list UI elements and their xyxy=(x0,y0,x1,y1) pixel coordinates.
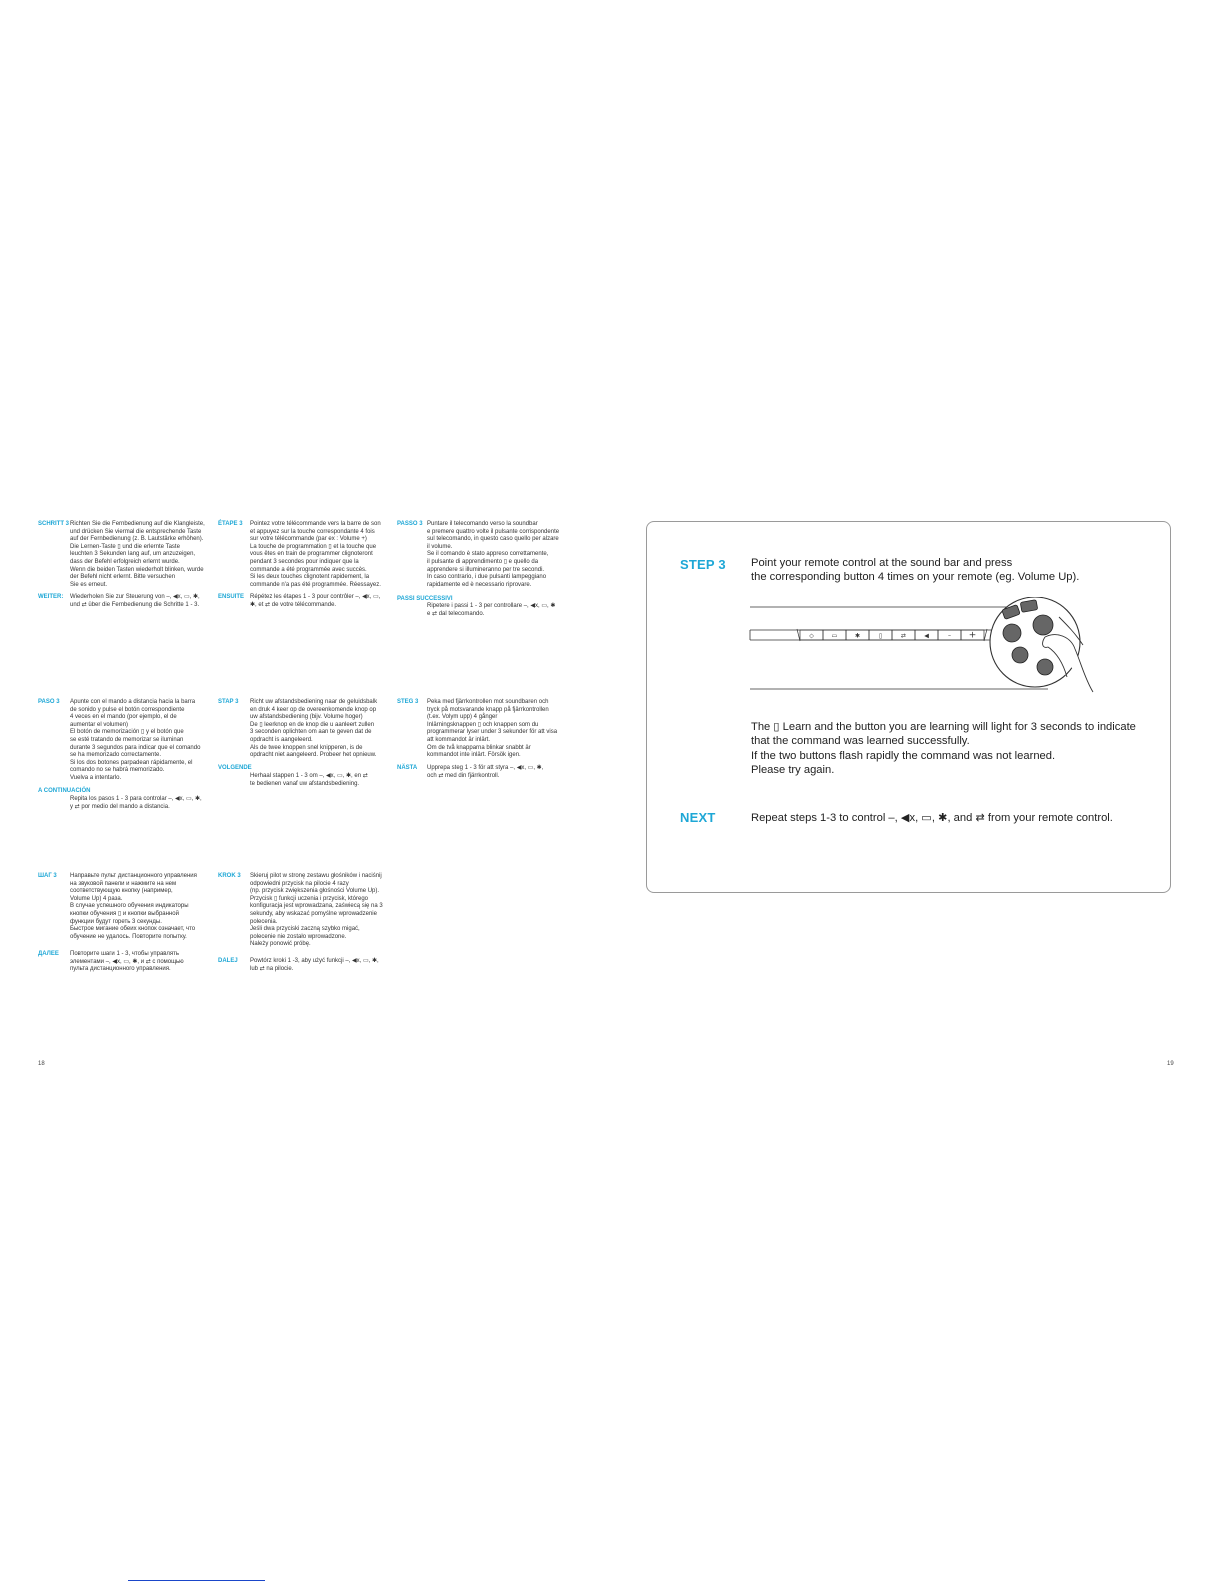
soundbar-btn-5: ◀ xyxy=(924,632,929,640)
fr-next-block xyxy=(218,594,398,609)
pl-step-label: KROK 3 xyxy=(218,873,241,879)
de-step-label: SCHRITT 3 xyxy=(38,521,70,527)
it-step-text: Puntare il telecomando verso la soundbar e premere quattro volte il pulsante corrispondente sul telecomando, in questo caso quello per alzare il volume. Se il comando è stato appreso correttamente, il pulsante di apprendimento ▯ e quello da apprendere si illumineranno per tre secondi. In caso contrario, i due pulsanti lampeggiano rapidamente ed è necessario riprovare. xyxy=(427,521,560,588)
sv-next-label: NÄSTA xyxy=(397,765,418,771)
sv-step-text: Peka med fjärrkontrollen mot soundbaren och tryck på motsvarande knapp på fjärrkontrollen (t.ex. Volym upp) 4 gånger Inlärningsknappen ▯ och knappen som du programmerar lyser under 3 sekunder för att visa att kommandot är inlärt. Om de två knapparna blinkar snabbt är kommandot inte inlärt. Försök igen. xyxy=(427,699,558,759)
ru-step-block xyxy=(38,873,218,941)
learn-text: The ▯ Learn and the button you are learning will light for 3 seconds to indicate that the command was learned successfully. If the two buttons flash rapidly the command was not learned. Please try again. xyxy=(751,721,1136,777)
sv-step-block xyxy=(397,699,577,760)
de-step-text: Richten Sie die Fernbedienung auf die Klangleiste, und drücken Sie viermal die entsprechende Taste auf der Fernbedienung (z. B. Lautstärke erhöhen). Die Lernen-Taste ▯ und die erlernte Taste leuchten 3 Sekunden lang auf, um anzuzeigen, dass der Befehl erfolgreich erlernt wurde. Wenn die beiden Tasten wiederholt blinken, wurde der Befehl nicht erlernt. Bitte versuchen Sie es erneut. xyxy=(70,521,205,588)
es-step-text: Apunte con el mando a distancia hacia la barra de sonido y pulse el botón correspondiente 4 veces en el mando (por ejemplo, el de aumentar el volumen) El botón de memorización ▯ y el botón que se esté tratando de memorizar se iluminan durante 3 segundos para indicar que el comando se ha memorizado correctamente. Si los dos botones parpadean rápidamente, el comando no se habrá memorizado. Vuelva a intentarlo. xyxy=(70,699,201,781)
fr-step-text: Pointez votre télécommande vers la barre de son et appuyez sur la touche correspondante 4 fois sur votre télécommande (par ex : Volume +) La touche de programmation ▯ et la touche que vous êtes en train de programmer clignoteront pendant 3 secondes pour indiquer que la commande a été programmée avec succès. Si les deux touches clignotent rapidement, la commande n'a pas été programmée. Réessayez. xyxy=(250,521,381,588)
es-next-block xyxy=(70,796,220,811)
step-text: Point your remote control at the sound bar and press the corresponding button 4 times on your remote (eg. Volume Up). xyxy=(751,557,1080,584)
es-step-block xyxy=(38,699,218,783)
page-number-left: 18 xyxy=(38,1061,45,1067)
de-next-label: WEITER: xyxy=(38,594,64,600)
page-number-right: 19 xyxy=(1167,1061,1174,1067)
next-text: Repeat steps 1-3 to control –, ◀x, ▭, ✱, and ⇄ from your remote control. xyxy=(751,812,1113,824)
nl-step-block xyxy=(218,699,398,760)
soundbar-btn-7: + xyxy=(968,630,977,641)
de-step-block xyxy=(38,521,218,589)
it-step-block xyxy=(397,521,577,589)
ru-next-label: ДАЛЕЕ xyxy=(38,951,59,957)
ru-next-text: Повторите шаги 1 - 3, чтобы управлять элементами –, ◀x, ▭, ✱, и ⇄ с помощью пульта дистанционного управления. xyxy=(70,951,184,973)
it-next-label: PASSI SUCCESSIVI xyxy=(397,596,453,602)
es-next-label: A CONTINUACIÓN xyxy=(38,788,91,794)
nl-step-text: Richt uw afstandsbediening naar de geluidsbalk en druk 4 keer op de overeenkomende knop op uw afstandsbediening (bijv. Volume hoger) De ▯ leerknop en de knop die u aanleert zullen 3 seconden oplichten om aan te geven dat de opdracht is aangeleerd. Als de twee knoppen snel knipperen, is de opdracht niet aangeleerd. Probeer het opnieuw. xyxy=(250,699,378,759)
next-label: NEXT xyxy=(680,810,716,825)
sv-next-text: Upprepa steg 1 - 3 för att styra –, ◀x, ▭, ✱, och ⇄ med din fjärrkontroll. xyxy=(427,765,544,779)
nl-step-label: STAP 3 xyxy=(218,699,239,705)
nl-next-text: Herhaal stappen 1 - 3 om –, ◀x, ▭, ✱, en ⇄ te bedienen vanaf uw afstandsbediening. xyxy=(250,773,368,787)
de-next-text: Wiederholen Sie zur Steuerung von –, ◀x, ▭, ✱, und ⇄ über die Fernbedienung die Schritte 1 - 3. xyxy=(70,594,200,608)
fr-step-block xyxy=(218,521,398,589)
sv-next-block xyxy=(397,765,577,780)
it-step-label: PASSO 3 xyxy=(397,521,423,527)
soundbar-btn-0: ◇ xyxy=(809,632,814,640)
pl-step-block xyxy=(218,873,398,949)
es-next-text: Repita los pasos 1 - 3 para controlar –, ◀x, ▭, ✱, y ⇄ por medio del mando a distancia. xyxy=(70,796,202,810)
sv-step-label: STEG 3 xyxy=(397,699,419,705)
soundbar-btn-3: ▯ xyxy=(878,632,883,640)
pl-step-text: Skieruj pilot w stronę zestawu głośników i naciśnij odpowiedni przycisk na pilocie 4 razy (np. przycisk zwiększenia głośności Volume Up). Przycisk ▯ funkcji uczenia i przycisk, którego konfiguracja jest wprowadzana, zaświecą się na 3 sekundy, aby wskazać pomyślne wprowadzenie polecenia. Jeśli dwa przyciski zaczną szybko migać, polecenie nie zostało wprowadzone. Należy ponowić próbę. xyxy=(250,873,383,948)
fr-step-label: ÉTAPE 3 xyxy=(218,521,243,527)
nl-next-block xyxy=(250,773,400,788)
pl-next-text: Powtórz kroki 1 -3, aby użyć funkcji –, ◀x, ▭, ✱, lub ⇄ na pilocie. xyxy=(250,958,379,972)
nl-next-label: VOLGENDE xyxy=(218,765,252,771)
soundbar-btn-6: – xyxy=(948,632,951,640)
it-next-text: Ripetere i passi 1 - 3 per controllare –, ◀x, ▭, ✱ e ⇄ dal telecomando. xyxy=(427,603,556,617)
ru-next-block xyxy=(38,951,218,974)
step-label: STEP 3 xyxy=(680,557,726,572)
pl-next-label: DALEJ xyxy=(218,958,238,964)
bottom-divider xyxy=(128,1580,265,1581)
soundbar-btn-1: ▭ xyxy=(831,632,838,640)
de-next-block xyxy=(38,594,218,609)
fr-next-label: ENSUITE xyxy=(218,594,245,600)
soundbar-btn-2: ✱ xyxy=(854,632,861,640)
it-next-block xyxy=(427,603,577,618)
es-step-label: PASO 3 xyxy=(38,699,60,705)
soundbar-illustration xyxy=(745,597,1115,707)
soundbar-btn-4: ⇄ xyxy=(900,632,907,640)
fr-next-text: Répétez les étapes 1 - 3 pour contrôler –, ◀x, ▭, ✱, et ⇄ de votre télécommande. xyxy=(250,594,381,608)
pl-next-block xyxy=(218,958,398,973)
ru-step-label: ШАГ 3 xyxy=(38,873,57,879)
ru-step-text: Направьте пульт дистанционного управления на звуковой панели и нажмите на нем соответствующую кнопку (например, Volume Up) 4 раза. В случае успешного обучения индикаторы кнопки обучения ▯ и кнопки выбранной функции будут гореть 3 секунды. Быстрое мигание обеих кнопок означает, что обучение не удалось. Повторите попытку. xyxy=(70,873,197,940)
